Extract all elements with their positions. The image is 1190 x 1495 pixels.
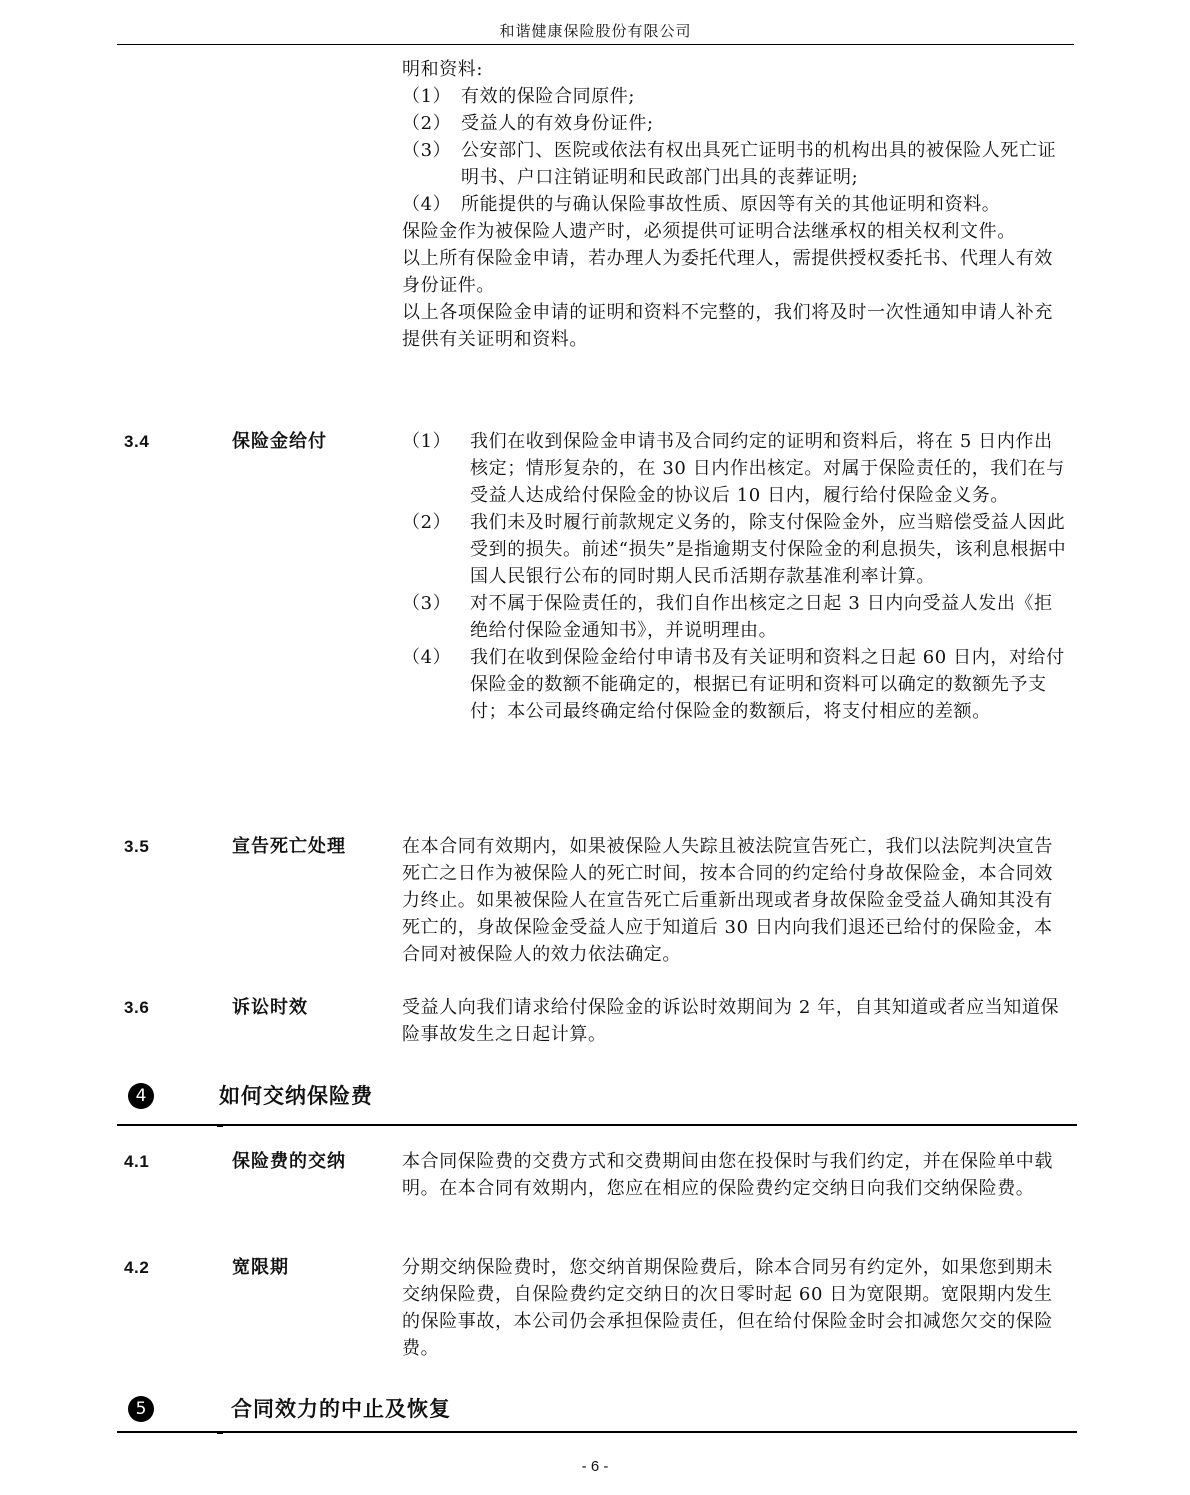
list-item xyxy=(402,110,1070,137)
list-item xyxy=(402,644,1070,725)
section-title: 如何交纳保险费 xyxy=(219,1083,373,1108)
clause-title: 诉讼时效 xyxy=(232,997,308,1018)
list-text: 我们在收到保险金给付申请书及有关证明和资料之日起 60 日内，对给付保险金的数额不能确定的，根据已有证明和资料可以确定的数额先予支付；本公司最终确定给付保险金的数额后，将支付相应的差额。 xyxy=(470,647,1065,722)
list-text: 所能提供的与确认保险事故性质、原因等有关的其他证明和资料。 xyxy=(461,194,1001,215)
paragraph: 以上各项保险金申请的证明和资料不完整的，我们将及时一次性通知申请人补充提供有关证明和资料。 xyxy=(402,302,1053,350)
section-number-badge: 4 xyxy=(128,1083,154,1109)
section-divider xyxy=(117,1431,1077,1433)
paragraph: 保险金作为被保险人遗产时，必须提供可证明合法继承权的相关权利文件。 xyxy=(402,221,1016,242)
clause-body: 受益人向我们请求给付保险金的诉讼时效期间为 2 年，自其知道或者应当知道保险事故发生之日起计算。 xyxy=(402,997,1060,1045)
clause-title: 宽限期 xyxy=(232,1257,289,1278)
section-divider xyxy=(117,1124,1077,1126)
list-item xyxy=(402,137,1070,191)
list-number: （2） xyxy=(402,512,452,533)
clause-number: 3.4 xyxy=(124,432,150,451)
page-number: - 6 - xyxy=(581,1458,609,1475)
clause-number: 4.1 xyxy=(124,1152,150,1171)
clause-number: 3.6 xyxy=(124,998,150,1017)
claim-documents-continuation xyxy=(402,56,1070,353)
list-text: 我们未及时履行前款规定义务的，除支付保险金外，应当赔偿受益人因此受到的损失。前述“损失”是指逾期支付保险金的利息损失，该利息根据中国人民银行公布的同时期人民币活期存款基准利率计算。 xyxy=(470,512,1067,587)
divider-tick xyxy=(217,1431,223,1434)
clause-body xyxy=(402,428,1070,725)
list-text: 有效的保险合同原件; xyxy=(461,86,636,107)
clause-title: 保险金给付 xyxy=(232,431,327,452)
section-number-badge: 5 xyxy=(128,1396,154,1422)
list-item xyxy=(402,83,1070,110)
list-number: （4） xyxy=(402,647,452,668)
section-title: 合同效力的中止及恢复 xyxy=(231,1396,451,1421)
list-item xyxy=(402,590,1070,644)
list-item xyxy=(402,428,1070,509)
list-item xyxy=(402,509,1070,590)
clause-number: 4.2 xyxy=(124,1258,150,1277)
list-text: 对不属于保险责任的，我们自作出核定之日起 3 日内向受益人发出《拒绝给付保险金通知书》，并说明理由。 xyxy=(470,593,1053,641)
clause-number: 3.5 xyxy=(124,837,150,856)
list-number: （2） xyxy=(402,113,452,134)
intro-lead: 明和资料: xyxy=(402,59,484,80)
list-number: （3） xyxy=(402,140,452,161)
list-text: 我们在收到保险金申请书及合同约定的证明和资料后，将在 5 日内作出核定；情形复杂的，在 30 日内作出核定。对属于保险责任的，我们在与受益人达成给付保险金的协议后 10 日内，履行给付保险金义务。 xyxy=(470,431,1065,506)
list-number: （4） xyxy=(402,194,452,215)
clause-title: 宣告死亡处理 xyxy=(232,836,346,857)
clause-title: 保险费的交纳 xyxy=(232,1151,346,1172)
list-number: （3） xyxy=(402,593,452,614)
paragraph: 以上所有保险金申请，若办理人为委托代理人，需提供授权委托书、代理人有效身份证件。 xyxy=(402,248,1053,296)
page-header xyxy=(117,18,1074,45)
clause-body: 分期交纳保险费时，您交纳首期保险费后，除本合同另有约定外，如果您到期未交纳保险费，自保险费约定交纳日的次日零时起 60 日为宽限期。宽限期内发生的保险事故，本公司仍会承担保险责任，但在给付保险金时会扣减您欠交的保险费。 xyxy=(402,1257,1053,1359)
divider-tick xyxy=(217,1124,223,1127)
clause-body: 在本合同有效期内，如果被保险人失踪且被法院宣告死亡，我们以法院判决宣告死亡之日作为被保险人的死亡时间，按本合同的约定给付身故保险金，本合同效力终止。如果被保险人在宣告死亡后重新出现或者身故保险金受益人确知其没有死亡的，身故保险金受益人应于知道后 30 日内向我们退还已给付的保险金，本合同对被保险人的效力依法确定。 xyxy=(402,836,1053,965)
list-text: 公安部门、医院或依法有权出具死亡证明书的机构出具的被保险人死亡证明书、户口注销证明和民政部门出具的丧葬证明; xyxy=(461,140,1057,188)
list-number: （1） xyxy=(402,86,452,107)
list-item xyxy=(402,191,1070,218)
list-number: （1） xyxy=(402,431,452,452)
clause-body: 本合同保险费的交费方式和交费期间由您在投保时与我们约定，并在保险单中载明。在本合同有效期内，您应在相应的保险费约定交纳日向我们交纳保险费。 xyxy=(402,1151,1053,1199)
list-text: 受益人的有效身份证件; xyxy=(461,113,654,134)
company-name: 和谐健康保险股份有限公司 xyxy=(499,22,692,40)
